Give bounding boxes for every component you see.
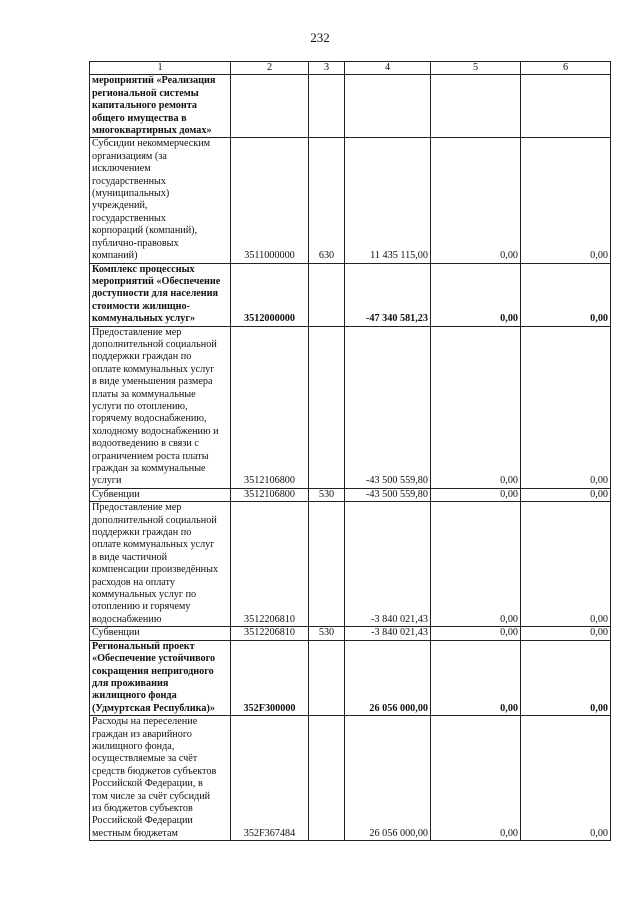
row-code: 352F300000 <box>231 640 309 715</box>
row-code: 352F367484 <box>231 716 309 841</box>
row-name: Региональный проект «Обеспечение устойчивого сокращения непригодного для проживания жилищного фонда (Удмуртская Республика)» <box>90 640 231 715</box>
table-row <box>90 138 611 263</box>
column-header-4: 4 <box>345 62 431 75</box>
row-col6: 0,00 <box>521 263 611 326</box>
row-name: Субсидии некоммерческим организациям (за исключением государственных (муниципальных) учреждений, государственных корпораций (компаний), публично-правовых компаний) <box>90 138 231 263</box>
column-header-3: 3 <box>309 62 345 75</box>
row-expense-type <box>309 640 345 715</box>
row-expense-type: 530 <box>309 488 345 501</box>
row-col5: 0,00 <box>431 627 521 640</box>
row-code <box>231 75 309 138</box>
row-name: Предоставление мер дополнительной социальной поддержки граждан по оплате коммунальных услуг в виде частичной компенсации произведённых расходов на оплату коммунальных услуг по отоплению и горячему водоснабжению <box>90 502 231 627</box>
row-col6 <box>521 75 611 138</box>
row-name: Субвенции <box>90 627 231 640</box>
row-name: Субвенции <box>90 488 231 501</box>
column-header-2: 2 <box>231 62 309 75</box>
row-code: 3511000000 <box>231 138 309 263</box>
row-expense-type <box>309 502 345 627</box>
row-amount <box>345 75 431 138</box>
row-code: 3512206810 <box>231 502 309 627</box>
row-expense-type: 630 <box>309 138 345 263</box>
page-number: 232 <box>310 30 330 45</box>
row-amount: -43 500 559,80 <box>345 326 431 488</box>
row-expense-type <box>309 716 345 841</box>
row-amount: 26 056 000,00 <box>345 716 431 841</box>
row-col5: 0,00 <box>431 138 521 263</box>
row-code: 3512106800 <box>231 326 309 488</box>
row-expense-type <box>309 326 345 488</box>
row-col6: 0,00 <box>521 502 611 627</box>
row-col6: 0,00 <box>521 488 611 501</box>
row-col5: 0,00 <box>431 716 521 841</box>
row-col5 <box>431 75 521 138</box>
table-row <box>90 627 611 640</box>
row-col5: 0,00 <box>431 326 521 488</box>
row-col5: 0,00 <box>431 488 521 501</box>
row-col6: 0,00 <box>521 627 611 640</box>
row-code: 3512106800 <box>231 488 309 501</box>
row-name: Расходы на переселение граждан из аварийного жилищного фонда, осуществляемые за счёт средств бюджетов субъектов Российской Федерации, в том числе за счёт субсидий из бюджетов субъектов Российской Федерации местным бюджетам <box>90 716 231 841</box>
row-col6: 0,00 <box>521 138 611 263</box>
row-col6: 0,00 <box>521 640 611 715</box>
table-row <box>90 488 611 501</box>
table-row <box>90 75 611 138</box>
row-amount: -3 840 021,43 <box>345 627 431 640</box>
row-expense-type <box>309 75 345 138</box>
row-amount: -43 500 559,80 <box>345 488 431 501</box>
column-header-row <box>90 62 611 75</box>
column-header-6: 6 <box>521 62 611 75</box>
table-row <box>90 326 611 488</box>
row-amount: -3 840 021,43 <box>345 502 431 627</box>
row-amount: 26 056 000,00 <box>345 640 431 715</box>
table-row <box>90 502 611 627</box>
table-row <box>90 263 611 326</box>
table-row <box>90 716 611 841</box>
row-name: Предоставление мер дополнительной социальной поддержки граждан по оплате коммунальных услуг в виде уменьшения размера платы за коммунальные услуги по отоплению, горячему водоснабжению, холодному водоснабжению и водоотведению в связи с ограничением роста платы граждан за коммунальные услуги <box>90 326 231 488</box>
row-col5: 0,00 <box>431 502 521 627</box>
row-name: Комплекс процессных мероприятий «Обеспечение доступности для населения стоимости жилищно- коммунальных услуг» <box>90 263 231 326</box>
row-amount: -47 340 581,23 <box>345 263 431 326</box>
row-expense-type <box>309 263 345 326</box>
row-col5: 0,00 <box>431 263 521 326</box>
row-col6: 0,00 <box>521 716 611 841</box>
row-expense-type: 530 <box>309 627 345 640</box>
column-header-5: 5 <box>431 62 521 75</box>
table-row <box>90 640 611 715</box>
row-col5: 0,00 <box>431 640 521 715</box>
row-col6: 0,00 <box>521 326 611 488</box>
row-code: 3512206810 <box>231 627 309 640</box>
row-amount: 11 435 115,00 <box>345 138 431 263</box>
column-header-1: 1 <box>90 62 231 75</box>
row-code: 3512000000 <box>231 263 309 326</box>
row-name: мероприятий «Реализация региональной системы капитального ремонта общего имущества в многоквартирных домах» <box>90 75 231 138</box>
budget-table <box>89 61 611 841</box>
